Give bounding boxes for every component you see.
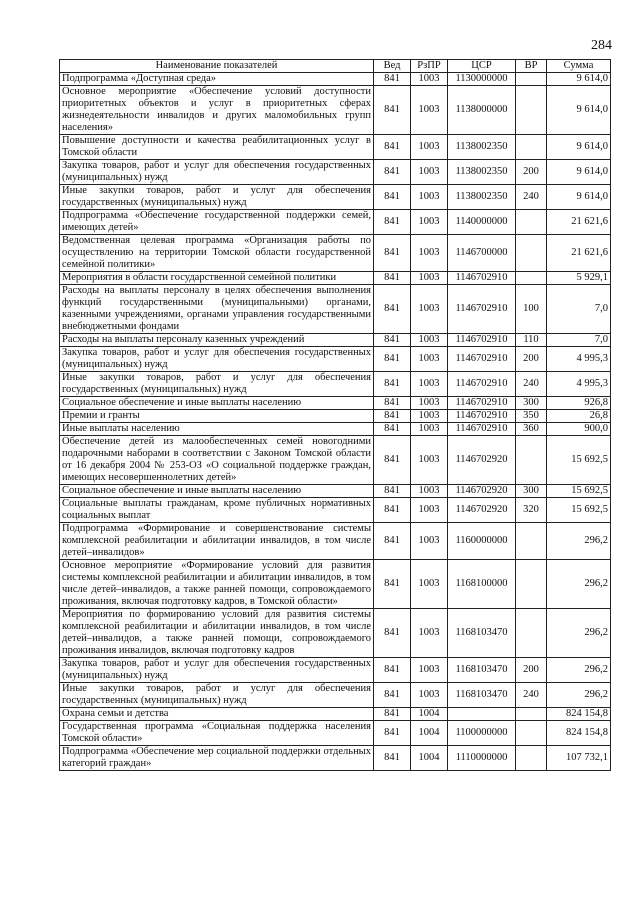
cell-vr: 110 [516,334,547,347]
table-row [60,410,611,423]
cell-ved: 841 [374,560,411,609]
table-row [60,86,611,135]
cell-vr: 360 [516,423,547,436]
cell-ved: 841 [374,272,411,285]
cell-ved: 841 [374,708,411,721]
cell-name: Иные закупки товаров, работ и услуг для обеспечения государственных (муниципальных) нужд [60,683,374,708]
cell-csr: 1138002350 [448,160,516,185]
cell-name: Основное мероприятие «Обеспечение условий доступности приоритетных объектов и услуг в приоритетных сферах жизнедеятельности инвалидов и других маломобильных групп населения» [60,86,374,135]
cell-rzpr: 1003 [411,160,448,185]
cell-ved: 841 [374,423,411,436]
cell-name: Социальные выплаты гражданам, кроме публичных нормативных социальных выплат [60,498,374,523]
table-row [60,135,611,160]
cell-ved: 841 [374,410,411,423]
cell-name: Ведомственная целевая программа «Организация работы по осуществлению на территории Томской области государственной семейной политики» [60,235,374,272]
cell-name: Мероприятия по формированию условий для развития системы комплексной реабилитации и абилитации инвалидов, в том числе детей–инвалидов, а также ранней помощи, сопровождаемого проживания инвалидов, включая подготовку кадров [60,609,374,658]
cell-sum: 9 614,0 [547,185,611,210]
cell-ved: 841 [374,372,411,397]
table-row [60,185,611,210]
cell-vr: 320 [516,498,547,523]
cell-name: Обеспечение детей из малообеспеченных семей новогодними подарочными наборами в соответствии с Законом Томской области от 16 декабря 2004 № 253-ОЗ «О социальной поддержке граждан, имеющих несовершеннолетних детей» [60,436,374,485]
cell-sum: 296,2 [547,683,611,708]
cell-sum: 824 154,8 [547,708,611,721]
cell-name: Основное мероприятие «Формирование условий для развития системы комплексной реабилитации и абилитации инвалидов, в том числе детей–инвалидов, а также ранней помощи, сопровождаемого проживания, включая подготовку кадров, в Томской области» [60,560,374,609]
cell-csr: 1168100000 [448,560,516,609]
cell-vr: 240 [516,372,547,397]
cell-vr [516,272,547,285]
cell-vr [516,523,547,560]
cell-sum: 9 614,0 [547,86,611,135]
cell-vr: 200 [516,160,547,185]
cell-name: Повышение доступности и качества реабилитационных услуг в Томской области [60,135,374,160]
cell-name: Охрана семьи и детства [60,708,374,721]
cell-sum: 926,8 [547,397,611,410]
cell-rzpr: 1003 [411,210,448,235]
cell-name: Социальное обеспечение и иные выплаты населению [60,397,374,410]
cell-sum: 26,8 [547,410,611,423]
table-body [60,73,611,771]
cell-name: Подпрограмма «Формирование и совершенствование системы комплексной реабилитации и абилитации инвалидов, в том числе детей–инвалидов» [60,523,374,560]
cell-vr: 300 [516,485,547,498]
cell-vr [516,609,547,658]
cell-csr: 1100000000 [448,721,516,746]
cell-csr: 1146702920 [448,436,516,485]
cell-rzpr: 1003 [411,523,448,560]
cell-sum: 15 692,5 [547,436,611,485]
cell-ved: 841 [374,523,411,560]
cell-vr [516,73,547,86]
table-row [60,485,611,498]
cell-ved: 841 [374,135,411,160]
cell-vr [516,235,547,272]
cell-csr: 1168103470 [448,683,516,708]
table-row [60,423,611,436]
cell-rzpr: 1003 [411,410,448,423]
cell-sum: 4 995,3 [547,372,611,397]
cell-ved: 841 [374,485,411,498]
cell-ved: 841 [374,185,411,210]
cell-rzpr: 1003 [411,436,448,485]
cell-sum: 107 732,1 [547,746,611,771]
cell-csr: 1146702910 [448,410,516,423]
cell-rzpr: 1004 [411,746,448,771]
table-row [60,609,611,658]
cell-rzpr: 1003 [411,498,448,523]
cell-vr [516,436,547,485]
cell-csr: 1146702910 [448,272,516,285]
cell-csr: 1168103470 [448,609,516,658]
cell-ved: 841 [374,285,411,334]
cell-sum: 9 614,0 [547,135,611,160]
cell-vr [516,210,547,235]
table-row [60,272,611,285]
cell-vr: 350 [516,410,547,423]
cell-csr: 1168103470 [448,658,516,683]
cell-csr: 1146702910 [448,334,516,347]
cell-name: Социальное обеспечение и иные выплаты населению [60,485,374,498]
cell-csr: 1146702910 [448,285,516,334]
table-row [60,523,611,560]
cell-sum: 15 692,5 [547,485,611,498]
cell-name: Иные выплаты населению [60,423,374,436]
cell-rzpr: 1003 [411,485,448,498]
cell-sum: 900,0 [547,423,611,436]
cell-sum: 9 614,0 [547,160,611,185]
cell-name: Расходы на выплаты персоналу казенных учреждений [60,334,374,347]
cell-csr: 1146702910 [448,397,516,410]
cell-rzpr: 1003 [411,272,448,285]
cell-rzpr: 1003 [411,135,448,160]
cell-csr: 1140000000 [448,210,516,235]
table-row [60,73,611,86]
cell-rzpr: 1003 [411,560,448,609]
cell-ved: 841 [374,334,411,347]
cell-vr [516,560,547,609]
cell-vr: 100 [516,285,547,334]
cell-csr [448,708,516,721]
table-row [60,372,611,397]
cell-rzpr: 1003 [411,334,448,347]
cell-rzpr: 1004 [411,708,448,721]
cell-ved: 841 [374,658,411,683]
cell-csr: 1146702910 [448,347,516,372]
cell-csr: 1146702910 [448,372,516,397]
cell-vr [516,746,547,771]
table-row [60,721,611,746]
cell-sum: 7,0 [547,334,611,347]
table-row [60,746,611,771]
cell-name: Подпрограмма «Доступная среда» [60,73,374,86]
cell-sum: 9 614,0 [547,73,611,86]
cell-vr [516,135,547,160]
table-row [60,708,611,721]
cell-name: Иные закупки товаров, работ и услуг для обеспечения государственных (муниципальных) нужд [60,185,374,210]
cell-name: Расходы на выплаты персоналу в целях обеспечения выполнения функций государственными (муниципальными) органами, казенными учреждениями, органами управления государственными внебюджетными фондами [60,285,374,334]
cell-csr: 1110000000 [448,746,516,771]
cell-rzpr: 1003 [411,347,448,372]
cell-sum: 21 621,6 [547,235,611,272]
cell-vr: 200 [516,658,547,683]
cell-rzpr: 1003 [411,683,448,708]
cell-name: Подпрограмма «Обеспечение мер социальной поддержки отдельных категорий граждан» [60,746,374,771]
table-row [60,347,611,372]
cell-ved: 841 [374,86,411,135]
cell-csr: 1146702920 [448,498,516,523]
header-rzpr: РзПР [411,60,448,73]
cell-name: Закупка товаров, работ и услуг для обеспечения государственных (муниципальных) нужд [60,347,374,372]
cell-rzpr: 1003 [411,372,448,397]
table-header-row [60,60,611,73]
cell-name: Иные закупки товаров, работ и услуг для обеспечения государственных (муниципальных) нужд [60,372,374,397]
page-number: 284 [591,38,612,53]
cell-ved: 841 [374,397,411,410]
cell-ved: 841 [374,436,411,485]
cell-ved: 841 [374,498,411,523]
cell-csr: 1146702920 [448,485,516,498]
cell-csr: 1160000000 [448,523,516,560]
table-row [60,560,611,609]
table-row [60,210,611,235]
cell-ved: 841 [374,609,411,658]
cell-name: Премии и гранты [60,410,374,423]
cell-rzpr: 1003 [411,235,448,272]
table-row [60,285,611,334]
table-row [60,334,611,347]
table-row [60,498,611,523]
cell-rzpr: 1003 [411,397,448,410]
cell-sum: 296,2 [547,609,611,658]
table-row [60,658,611,683]
cell-ved: 841 [374,73,411,86]
cell-csr: 1146702910 [448,423,516,436]
table-row [60,436,611,485]
cell-ved: 841 [374,347,411,372]
cell-rzpr: 1003 [411,285,448,334]
cell-sum: 21 621,6 [547,210,611,235]
cell-sum: 4 995,3 [547,347,611,372]
cell-sum: 296,2 [547,658,611,683]
cell-name: Мероприятия в области государственной семейной политики [60,272,374,285]
cell-csr: 1138002350 [448,185,516,210]
header-csr: ЦСР [448,60,516,73]
cell-vr [516,86,547,135]
cell-vr [516,708,547,721]
cell-name: Государственная программа «Социальная поддержка населения Томской области» [60,721,374,746]
cell-rzpr: 1003 [411,609,448,658]
table-row [60,397,611,410]
cell-ved: 841 [374,235,411,272]
budget-table [59,59,611,771]
cell-csr: 1138002350 [448,135,516,160]
cell-name: Закупка товаров, работ и услуг для обеспечения государственных (муниципальных) нужд [60,658,374,683]
cell-rzpr: 1003 [411,423,448,436]
table-row [60,683,611,708]
cell-rzpr: 1003 [411,73,448,86]
cell-name: Закупка товаров, работ и услуг для обеспечения государственных (муниципальных) нужд [60,160,374,185]
table-row [60,160,611,185]
cell-vr: 300 [516,397,547,410]
cell-sum: 7,0 [547,285,611,334]
cell-sum: 296,2 [547,523,611,560]
cell-sum: 15 692,5 [547,498,611,523]
table-row [60,235,611,272]
cell-vr: 200 [516,347,547,372]
cell-ved: 841 [374,721,411,746]
cell-csr: 1130000000 [448,73,516,86]
header-name: Наименование показателей [60,60,374,73]
cell-vr: 240 [516,683,547,708]
header-sum: Сумма [547,60,611,73]
cell-sum: 824 154,8 [547,721,611,746]
cell-rzpr: 1003 [411,86,448,135]
cell-vr [516,721,547,746]
cell-csr: 1138000000 [448,86,516,135]
cell-ved: 841 [374,160,411,185]
cell-csr: 1146700000 [448,235,516,272]
cell-rzpr: 1003 [411,658,448,683]
cell-sum: 5 929,1 [547,272,611,285]
cell-vr: 240 [516,185,547,210]
cell-ved: 841 [374,746,411,771]
header-vr: ВР [516,60,547,73]
cell-rzpr: 1003 [411,185,448,210]
cell-rzpr: 1004 [411,721,448,746]
cell-ved: 841 [374,210,411,235]
cell-ved: 841 [374,683,411,708]
cell-sum: 296,2 [547,560,611,609]
cell-name: Подпрограмма «Обеспечение государственной поддержки семей, имеющих детей» [60,210,374,235]
header-ved: Вед [374,60,411,73]
